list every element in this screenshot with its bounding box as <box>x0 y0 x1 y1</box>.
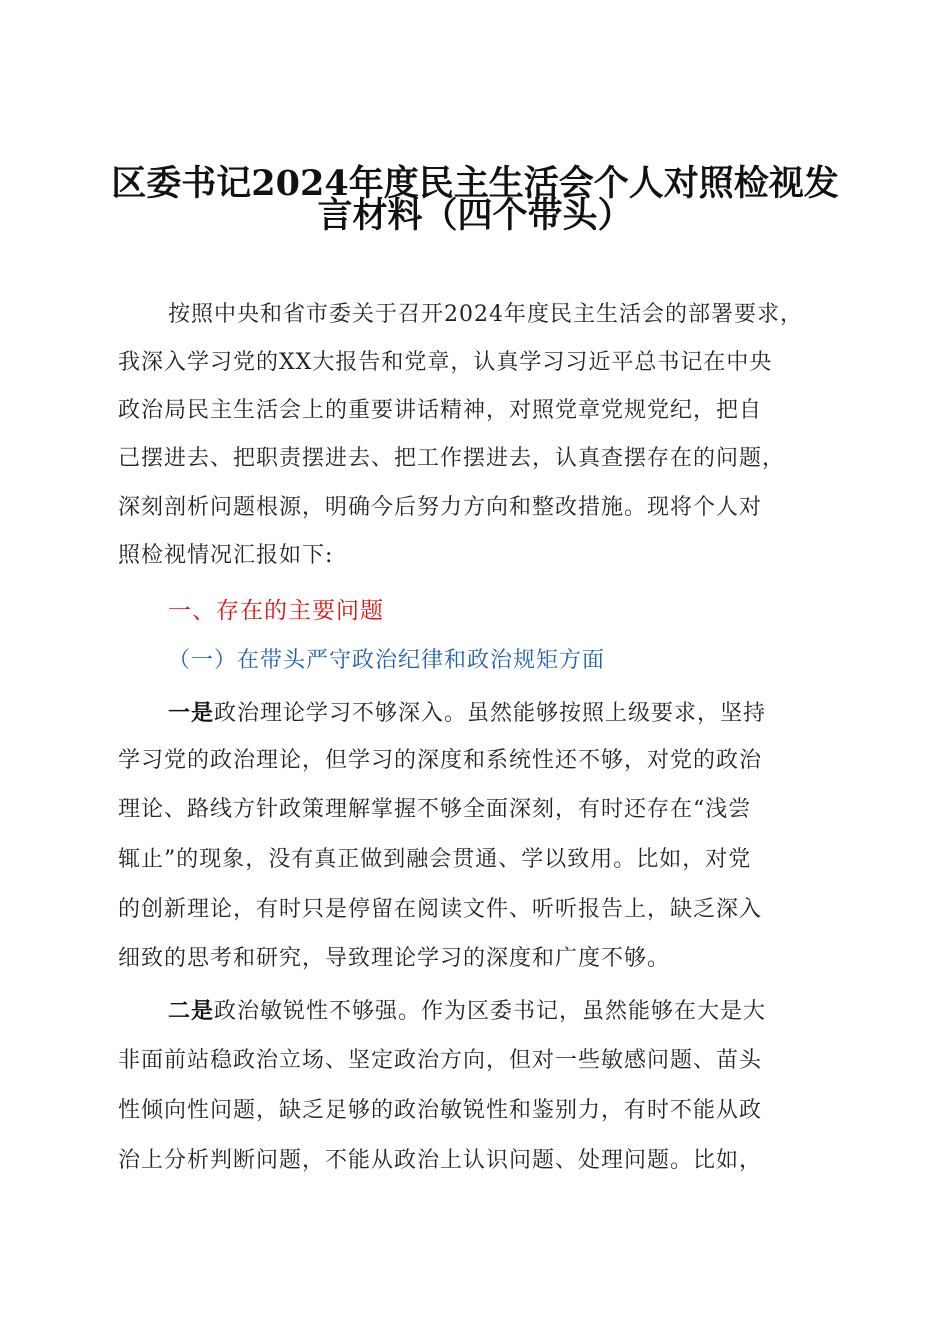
intro-line-5: 深刻剖析问题根源，明确今后努力方向和整改措施。现将个人对 <box>118 495 763 520</box>
point-2-line-2: 非面前站稳政治立场、坚定政治方向，但对一些敏感问题、苗头 <box>118 1048 763 1073</box>
point-1-lead: 一是 <box>168 700 215 726</box>
point-2-line-1 <box>168 996 766 1027</box>
intro-line-2: 我深入学习党的XX大报告和党章，认真学习习近平总书记在中央 <box>118 350 773 375</box>
point-2-line-3: 性倾向性问题，缺乏足够的政治敏锐性和鉴别力，有时不能从政 <box>118 1098 763 1123</box>
subsection-heading-political-discipline: （一）在带头严守政治纪律和政治规矩方面 <box>168 648 606 673</box>
point-1-line-4: 辄止”的现象，没有真正做到融会贯通、学以致用。比如，对党 <box>118 847 752 872</box>
point-2-lead: 二是 <box>168 998 215 1024</box>
point-2-first-line-text: 政治敏锐性不够强。作为区委书记，虽然能够在大是大 <box>214 999 767 1024</box>
intro-line-1: 按照中央和省市委关于召开2024年度民主生活会的部署要求， <box>168 302 803 327</box>
section-heading-main-problems: 一、存在的主要问题 <box>168 598 384 624</box>
intro-line-6: 照检视情况汇报如下: <box>118 543 334 568</box>
document-title-line-2: 言材料（四个带头） <box>317 195 633 236</box>
point-1-line-2: 学习党的政治理论，但学习的深度和系统性还不够，对党的政治 <box>118 748 763 773</box>
point-1-line-3: 理论、路线方针政策理解掌握不够全面深刻，有时还存在“浅尝 <box>118 797 752 822</box>
point-2-line-4: 治上分析判断问题，不能从政治上认识问题、处理问题。比如， <box>118 1148 763 1173</box>
point-1-first-line-text: 政治理论学习不够深入。虽然能够按照上级要求，坚持 <box>214 701 767 726</box>
point-1-line-1 <box>168 698 766 729</box>
intro-line-4: 己摆进去、把职责摆进去、把工作摆进去，认真查摆存在的问题， <box>118 446 786 471</box>
intro-line-3: 政治局民主生活会上的重要讲话精神，对照党章党规党纪，把自 <box>118 398 763 423</box>
point-1-line-6: 细致的思考和研究，导致理论学习的深度和广度不够。 <box>118 946 671 971</box>
point-1-line-5: 的创新理论，有时只是停留在阅读文件、听听报告上，缺乏深入 <box>118 897 763 922</box>
document-title-line-1: 区委书记2024年度民主生活会个人对照检视发 <box>111 163 839 204</box>
